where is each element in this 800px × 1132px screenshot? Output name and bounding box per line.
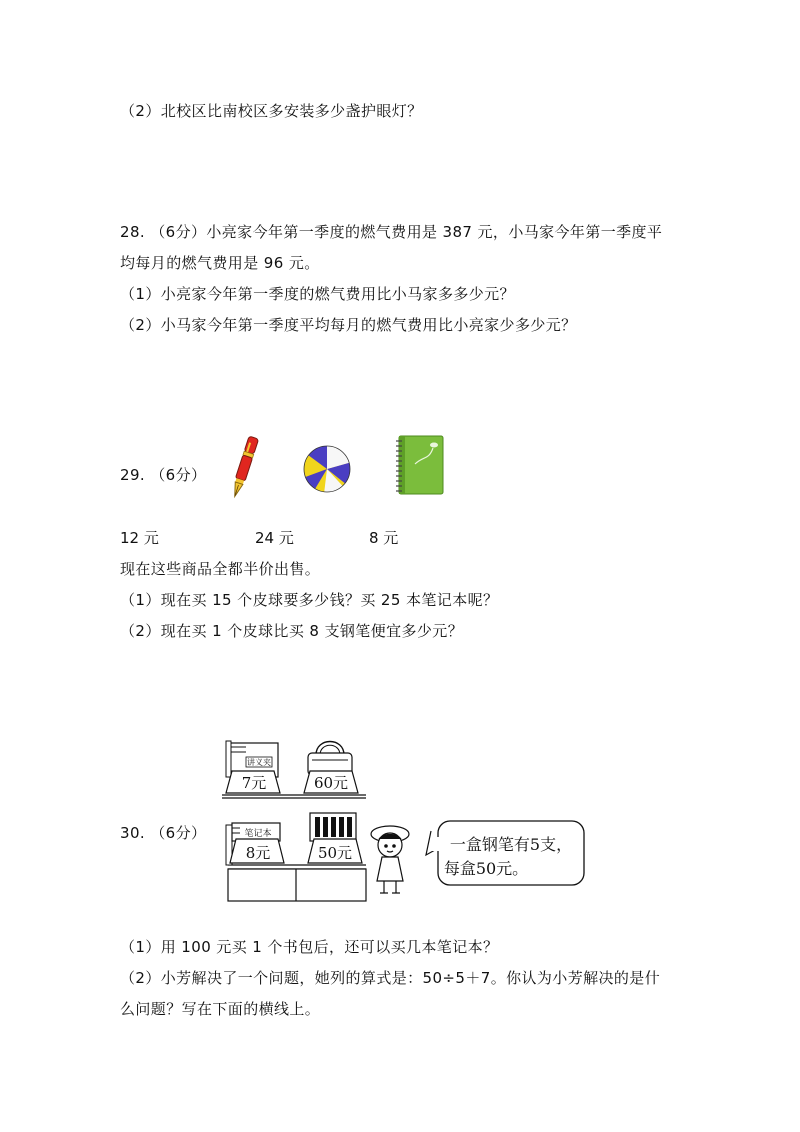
- ball-icon: [302, 444, 352, 494]
- q30-header: 30. （6分）: [120, 824, 207, 842]
- folder-price: 7元: [241, 774, 267, 792]
- q27-sub2: （2）北校区比南校区多安装多少盏护眼灯？: [120, 102, 423, 120]
- q28-sub2: （2）小马家今年第一季度平均每月的燃气费用比小亮家少多少元？: [120, 316, 577, 334]
- pen-icon: [228, 434, 260, 502]
- bag-price: 60元: [313, 774, 349, 792]
- q28-line1: 28. （6分）小亮家今年第一季度的燃气费用是 387 元，小马家今年第一季度平: [120, 223, 663, 241]
- q30-sub2-line1: （2）小芳解决了一个问题，她列的算式是：50÷5＋7。你认为小芳解决的是什: [120, 969, 661, 987]
- speech-line-1: 一盒钢笔有5支，: [449, 835, 573, 854]
- counter-cabinet: [228, 869, 366, 901]
- ball-price: 24 元: [255, 529, 294, 547]
- bag-icon: [308, 742, 352, 776]
- q28-sub1: （1）小亮家今年第一季度的燃气费用比小马家多多少元？: [120, 285, 515, 303]
- pen-box-price: 50元: [317, 844, 353, 862]
- speech-line-2: 每盒50元。: [443, 859, 529, 878]
- q29-sale: 现在这些商品全都半价出售。: [120, 560, 321, 578]
- q29-sub2: （2）现在买 1 个皮球比买 8 支钢笔便宜多少元？: [120, 622, 464, 640]
- q30-sub2-line2: 么问题？写在下面的横线上。: [120, 1000, 321, 1018]
- q30-sub1: （1）用 100 元买 1 个书包后，还可以买几本笔记本？: [120, 938, 499, 956]
- girl-icon: [371, 826, 409, 893]
- notebook-price: 8元: [245, 844, 271, 862]
- pen-box-icon: [310, 813, 356, 841]
- shop-shelf-illustration: [218, 733, 588, 903]
- q29-header: 29. （6分）: [120, 466, 207, 484]
- notebook-price: 8 元: [369, 529, 399, 547]
- q28-line2: 均每月的燃气费用是 96 元。: [120, 254, 320, 272]
- q29-sub1: （1）现在买 15 个皮球要多少钱？买 25 本笔记本呢？: [120, 591, 499, 609]
- folder-label: 讲义夹: [247, 758, 271, 767]
- notebook-icon: [393, 434, 445, 496]
- pen-price: 12 元: [120, 529, 159, 547]
- notebook-label: 笔记本: [244, 829, 272, 839]
